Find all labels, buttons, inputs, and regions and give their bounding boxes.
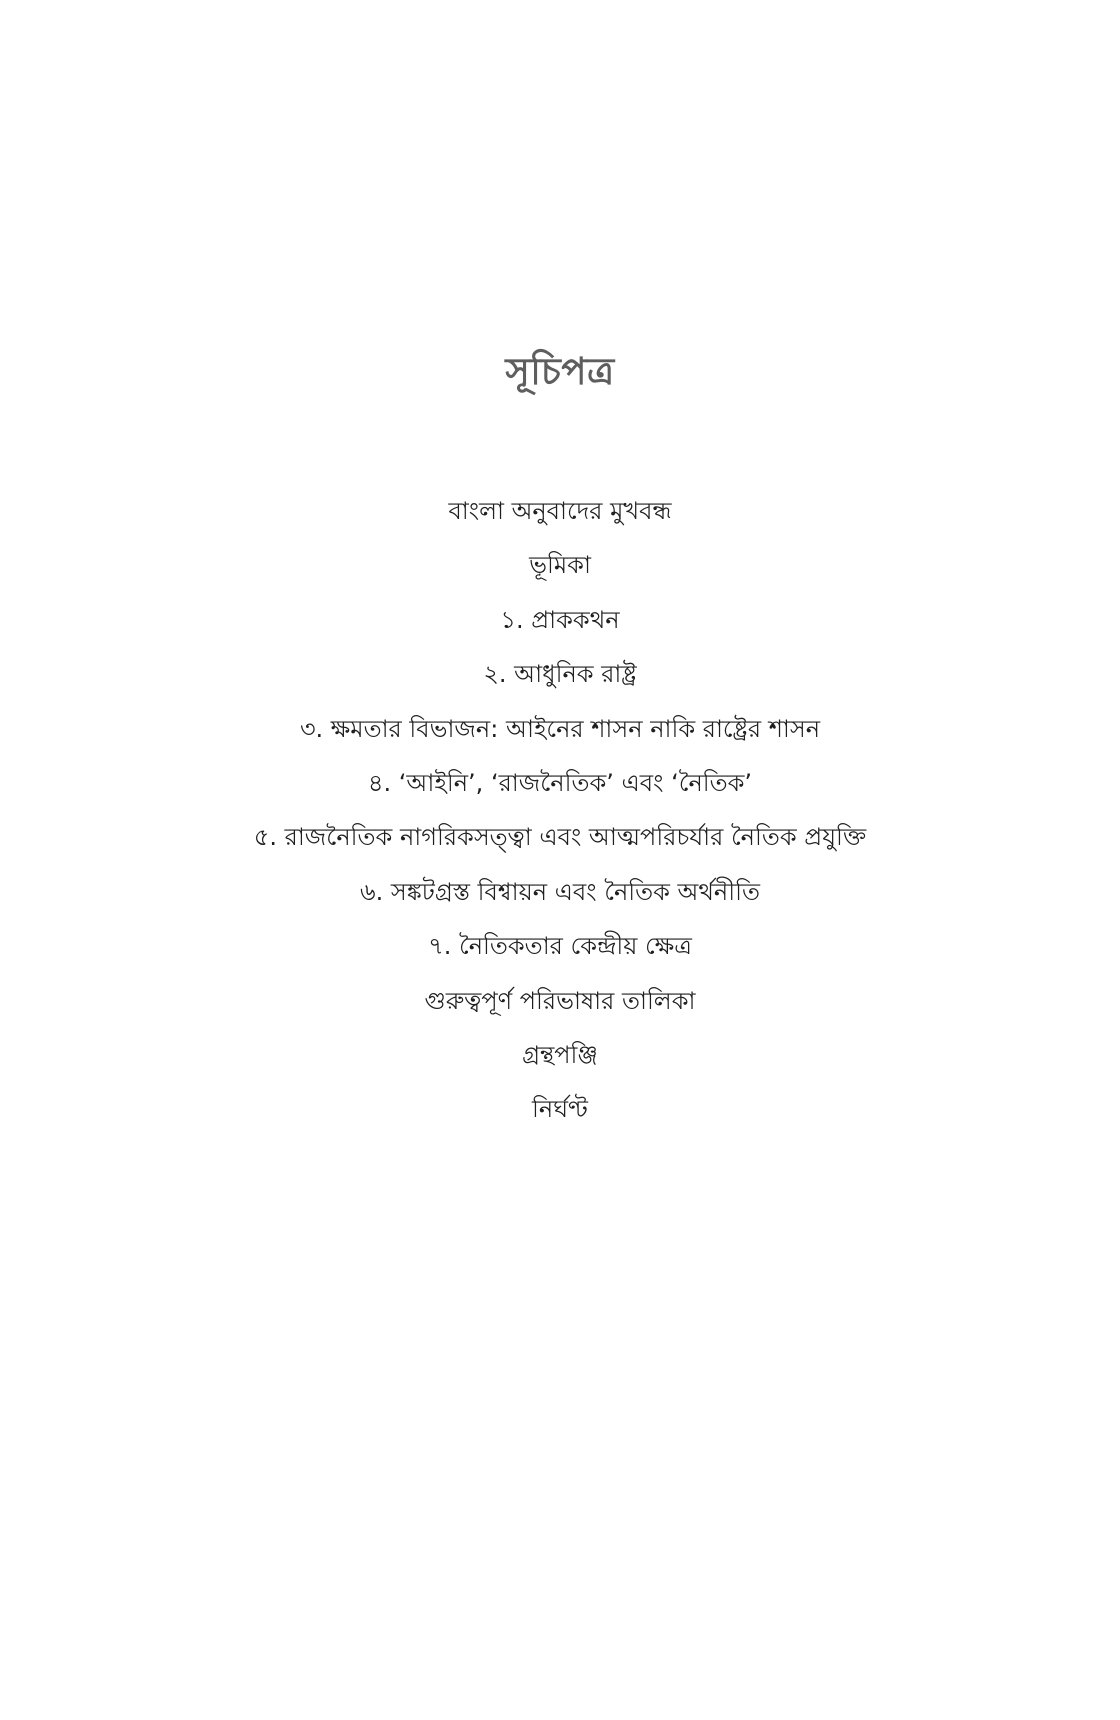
table-of-contents <box>0 484 1120 1137</box>
toc-item-chapter-3: ৩. ক্ষমতার বিভাজন: আইনের শাসন নাকি রাষ্ট্রের শাসন <box>299 714 821 743</box>
toc-item-chapter-5: ৫. রাজনৈতিক নাগরিকসত্ত্বা এবং আত্মপরিচর্যার নৈতিক প্রযুক্তি <box>253 823 867 852</box>
toc-item-chapter-1: ১. প্রাককথন <box>500 605 620 634</box>
toc-item-bibliography: গ্রন্থপঞ্জি <box>522 1040 598 1069</box>
toc-item-chapter-7: ৭. নৈতিকতার কেন্দ্রীয় ক্ষেত্র <box>428 932 692 961</box>
toc-item-chapter-6: ৬. সঙ্কটগ্রস্ত বিশ্বায়ন এবং নৈতিক অর্থনীতি <box>360 877 760 906</box>
toc-item-index: নির্ঘণ্ট <box>532 1095 588 1124</box>
toc-item-bangla-preface: বাংলা অনুবাদের মুখবন্ধ <box>448 497 672 525</box>
toc-item-introduction: ভূমিকা <box>529 551 591 580</box>
toc-item-glossary: গুরুত্বপূর্ণ পরিভাষার তালিকা <box>424 986 696 1015</box>
toc-item-chapter-2: ২. আধুনিক রাষ্ট্র <box>483 660 637 689</box>
toc-item-chapter-4: ৪. ‘আইনি’, ‘রাজনৈতিক’ এবং ‘নৈতিক’ <box>367 768 753 797</box>
page-title: সূচিপত্র <box>505 349 615 393</box>
